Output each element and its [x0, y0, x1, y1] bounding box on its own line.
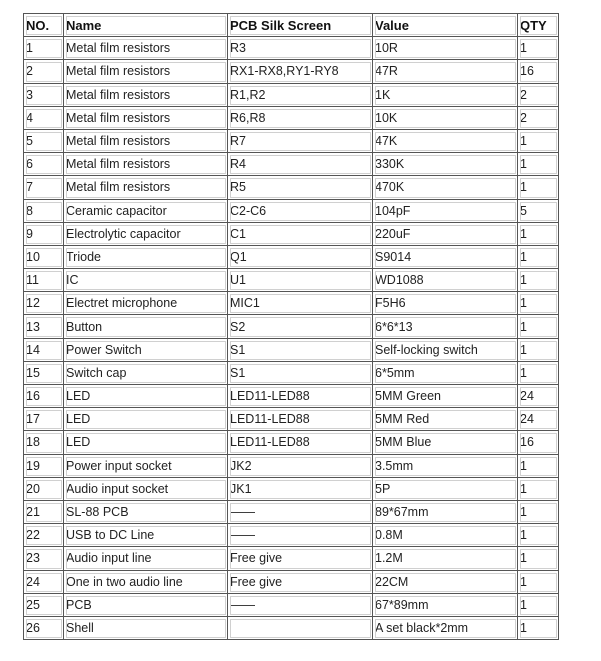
- cell-value: 10R: [373, 37, 518, 60]
- cell-pcb-silk-screen: S1: [228, 339, 373, 362]
- cell-pcb-silk-screen: LED11-LED88: [228, 408, 373, 431]
- cell-name: LED: [64, 385, 228, 408]
- cell-no: 23: [24, 547, 64, 570]
- cell-pcb-silk-screen: S1: [228, 362, 373, 385]
- cell-qty: 1: [518, 478, 559, 501]
- cell-no: 24: [24, 571, 64, 594]
- table-row: [24, 200, 559, 223]
- cell-value: 67*89mm: [373, 594, 518, 617]
- cell-name: Shell: [64, 617, 228, 640]
- table-body: [24, 37, 559, 640]
- header-no: NO.: [24, 14, 64, 37]
- cell-no: 18: [24, 431, 64, 454]
- cell-qty: 1: [518, 246, 559, 269]
- table-row: [24, 130, 559, 153]
- cell-name: Metal film resistors: [64, 37, 228, 60]
- cell-name: LED: [64, 431, 228, 454]
- cell-value: Self-locking switch: [373, 339, 518, 362]
- cell-pcb-silk-screen: Free give: [228, 571, 373, 594]
- cell-pcb-silk-screen: Q1: [228, 246, 373, 269]
- table-row: [24, 455, 559, 478]
- cell-value: 5MM Blue: [373, 431, 518, 454]
- cell-name: Metal film resistors: [64, 60, 228, 83]
- cell-no: 13: [24, 315, 64, 338]
- cell-pcb-silk-screen: R4: [228, 153, 373, 176]
- cell-value: 47R: [373, 60, 518, 83]
- cell-value: 47K: [373, 130, 518, 153]
- cell-name: One in two audio line: [64, 571, 228, 594]
- cell-qty: 1: [518, 176, 559, 199]
- cell-pcb-silk-screen: LED11-LED88: [228, 385, 373, 408]
- cell-value: 220uF: [373, 223, 518, 246]
- cell-no: 22: [24, 524, 64, 547]
- cell-no: 6: [24, 153, 64, 176]
- cell-qty: 1: [518, 153, 559, 176]
- cell-value: 330K: [373, 153, 518, 176]
- header-pcb-silk-screen: PCB Silk Screen: [228, 14, 373, 37]
- table-row: [24, 524, 559, 547]
- cell-pcb-silk-screen: C2-C6: [228, 200, 373, 223]
- table-header-row: [24, 14, 559, 37]
- cell-qty: 2: [518, 84, 559, 107]
- cell-pcb-silk-screen: RX1-RX8,RY1-RY8: [228, 60, 373, 83]
- cell-qty: 1: [518, 315, 559, 338]
- cell-name: Electret microphone: [64, 292, 228, 315]
- table-row: [24, 60, 559, 83]
- cell-pcb-silk-screen: ——: [228, 501, 373, 524]
- table-row: [24, 246, 559, 269]
- cell-value: 5MM Red: [373, 408, 518, 431]
- cell-name: Electrolytic capacitor: [64, 223, 228, 246]
- cell-name: Power input socket: [64, 455, 228, 478]
- table-row: [24, 408, 559, 431]
- cell-name: Power Switch: [64, 339, 228, 362]
- cell-pcb-silk-screen: R1,R2: [228, 84, 373, 107]
- cell-no: 5: [24, 130, 64, 153]
- cell-name: USB to DC Line: [64, 524, 228, 547]
- cell-qty: 1: [518, 223, 559, 246]
- cell-pcb-silk-screen: JK1: [228, 478, 373, 501]
- cell-name: Button: [64, 315, 228, 338]
- cell-qty: 24: [518, 385, 559, 408]
- cell-name: Metal film resistors: [64, 84, 228, 107]
- table-row: [24, 385, 559, 408]
- cell-name: Ceramic capacitor: [64, 200, 228, 223]
- table-row: [24, 269, 559, 292]
- cell-qty: 16: [518, 431, 559, 454]
- cell-no: 11: [24, 269, 64, 292]
- table-row: [24, 176, 559, 199]
- cell-pcb-silk-screen: ——: [228, 594, 373, 617]
- cell-name: Switch cap: [64, 362, 228, 385]
- table-row: [24, 37, 559, 60]
- cell-name: IC: [64, 269, 228, 292]
- header-name: Name: [64, 14, 228, 37]
- cell-pcb-silk-screen: [228, 617, 373, 640]
- cell-value: 470K: [373, 176, 518, 199]
- cell-qty: 1: [518, 37, 559, 60]
- table-row: [24, 84, 559, 107]
- cell-pcb-silk-screen: Free give: [228, 547, 373, 570]
- cell-name: Audio input line: [64, 547, 228, 570]
- cell-value: 0.8M: [373, 524, 518, 547]
- cell-no: 12: [24, 292, 64, 315]
- cell-pcb-silk-screen: R6,R8: [228, 107, 373, 130]
- cell-qty: 1: [518, 269, 559, 292]
- cell-no: 8: [24, 200, 64, 223]
- table-row: [24, 431, 559, 454]
- header-value: Value: [373, 14, 518, 37]
- cell-pcb-silk-screen: R5: [228, 176, 373, 199]
- table-row: [24, 315, 559, 338]
- table-row: [24, 339, 559, 362]
- cell-name: SL-88 PCB: [64, 501, 228, 524]
- cell-name: Metal film resistors: [64, 130, 228, 153]
- table-row: [24, 362, 559, 385]
- table-row: [24, 617, 559, 640]
- cell-pcb-silk-screen: JK2: [228, 455, 373, 478]
- cell-no: 1: [24, 37, 64, 60]
- cell-name: Metal film resistors: [64, 176, 228, 199]
- cell-no: 16: [24, 385, 64, 408]
- cell-qty: 1: [518, 362, 559, 385]
- cell-no: 3: [24, 84, 64, 107]
- cell-name: Metal film resistors: [64, 107, 228, 130]
- cell-value: S9014: [373, 246, 518, 269]
- cell-value: 1.2M: [373, 547, 518, 570]
- cell-no: 14: [24, 339, 64, 362]
- table-row: [24, 478, 559, 501]
- cell-no: 9: [24, 223, 64, 246]
- cell-value: 22CM: [373, 571, 518, 594]
- cell-qty: 24: [518, 408, 559, 431]
- table-row: [24, 153, 559, 176]
- cell-value: 5P: [373, 478, 518, 501]
- cell-name: LED: [64, 408, 228, 431]
- cell-qty: 1: [518, 292, 559, 315]
- cell-value: F5H6: [373, 292, 518, 315]
- cell-pcb-silk-screen: LED11-LED88: [228, 431, 373, 454]
- table-row: [24, 547, 559, 570]
- cell-value: 89*67mm: [373, 501, 518, 524]
- cell-value: 5MM Green: [373, 385, 518, 408]
- header-qty: QTY: [518, 14, 559, 37]
- cell-pcb-silk-screen: U1: [228, 269, 373, 292]
- cell-no: 4: [24, 107, 64, 130]
- cell-pcb-silk-screen: R3: [228, 37, 373, 60]
- table-row: [24, 292, 559, 315]
- bom-table: [23, 13, 559, 640]
- table-row: [24, 107, 559, 130]
- cell-no: 26: [24, 617, 64, 640]
- cell-no: 15: [24, 362, 64, 385]
- cell-value: 3.5mm: [373, 455, 518, 478]
- cell-qty: 16: [518, 60, 559, 83]
- cell-qty: 1: [518, 524, 559, 547]
- cell-value: WD1088: [373, 269, 518, 292]
- cell-pcb-silk-screen: S2: [228, 315, 373, 338]
- cell-qty: 1: [518, 455, 559, 478]
- cell-no: 17: [24, 408, 64, 431]
- cell-no: 25: [24, 594, 64, 617]
- cell-value: 1K: [373, 84, 518, 107]
- cell-name: Triode: [64, 246, 228, 269]
- cell-no: 20: [24, 478, 64, 501]
- cell-no: 7: [24, 176, 64, 199]
- cell-qty: 1: [518, 547, 559, 570]
- cell-qty: 1: [518, 501, 559, 524]
- cell-value: 104pF: [373, 200, 518, 223]
- cell-no: 2: [24, 60, 64, 83]
- table-row: [24, 501, 559, 524]
- cell-value: A set black*2mm: [373, 617, 518, 640]
- cell-value: 10K: [373, 107, 518, 130]
- cell-name: Audio input socket: [64, 478, 228, 501]
- cell-qty: 2: [518, 107, 559, 130]
- cell-value: 6*5mm: [373, 362, 518, 385]
- cell-qty: 1: [518, 594, 559, 617]
- cell-pcb-silk-screen: MIC1: [228, 292, 373, 315]
- cell-qty: 1: [518, 339, 559, 362]
- cell-qty: 1: [518, 571, 559, 594]
- table-row: [24, 223, 559, 246]
- cell-value: 6*6*13: [373, 315, 518, 338]
- cell-no: 19: [24, 455, 64, 478]
- cell-no: 21: [24, 501, 64, 524]
- cell-no: 10: [24, 246, 64, 269]
- table-row: [24, 594, 559, 617]
- cell-name: PCB: [64, 594, 228, 617]
- cell-pcb-silk-screen: C1: [228, 223, 373, 246]
- cell-name: Metal film resistors: [64, 153, 228, 176]
- cell-qty: 5: [518, 200, 559, 223]
- cell-qty: 1: [518, 617, 559, 640]
- cell-qty: 1: [518, 130, 559, 153]
- cell-pcb-silk-screen: ——: [228, 524, 373, 547]
- table-row: [24, 571, 559, 594]
- cell-pcb-silk-screen: R7: [228, 130, 373, 153]
